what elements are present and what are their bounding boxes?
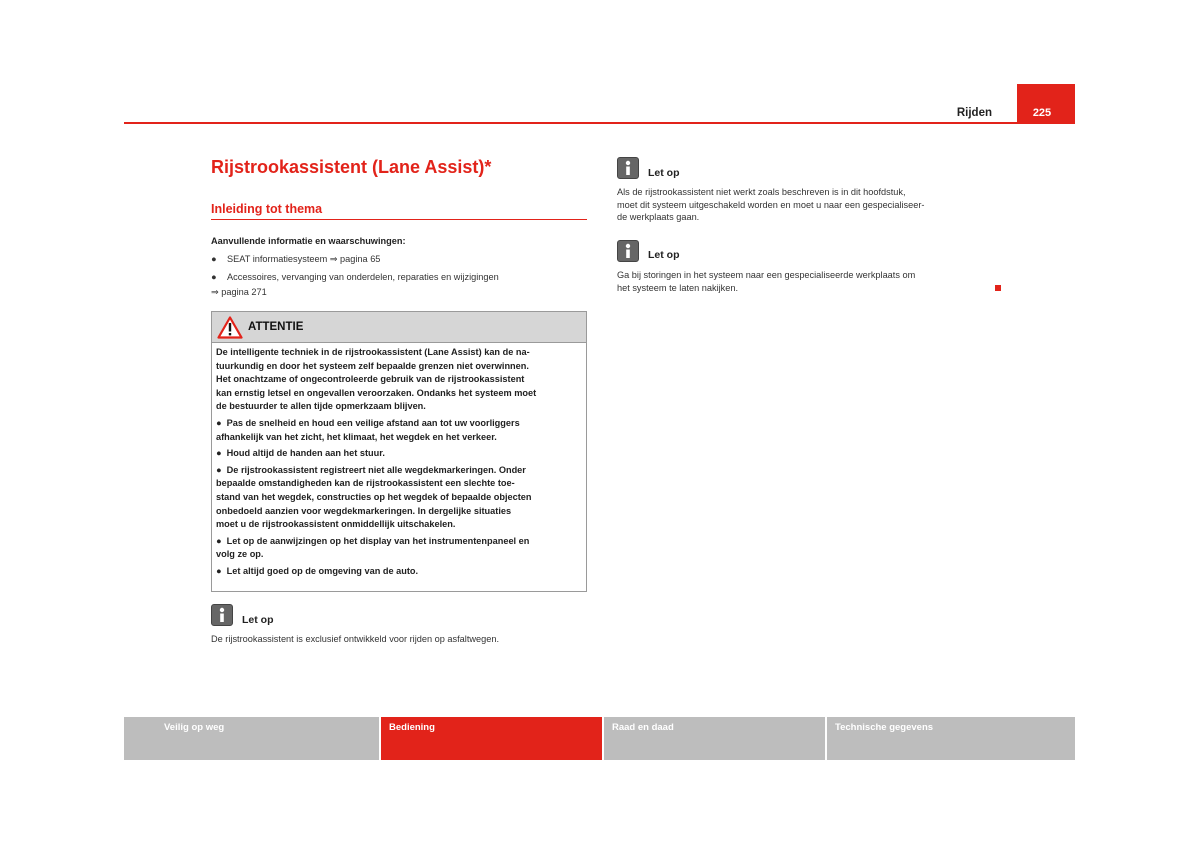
- warning-paragraph: [216, 346, 582, 414]
- warning-item: [216, 447, 582, 461]
- warning-item: [216, 464, 582, 532]
- end-of-section-marker: [995, 285, 1001, 291]
- tab-technische-gegevens[interactable]: [827, 717, 1075, 760]
- tab-veilig-op-weg[interactable]: [124, 717, 379, 760]
- bullet-icon: ●: [216, 448, 227, 459]
- text-line: Pas de snelheid en houd een veilige afstand aan tot uw voorliggers: [226, 417, 520, 428]
- running-header-section: Rijden: [956, 107, 992, 119]
- tab-raad-en-daad[interactable]: [604, 717, 825, 760]
- text-line: moet u de rijstrookassistent onmiddellijk uitschakelen.: [216, 519, 456, 530]
- warning-body: [216, 346, 582, 582]
- note-text: [617, 269, 915, 294]
- tab-label: Technische gegevens: [835, 722, 934, 733]
- chapter-title: Rijstrookassistent (Lane Assist)*: [211, 157, 492, 177]
- text-line: Als de rijstrookassistent niet werkt zoals beschreven is in dit hoofdstuk,: [617, 187, 906, 197]
- text-line: De rijstrookassistent registreert niet alle wegdekmarkeringen. Onder: [226, 464, 526, 475]
- text-line: tuurkundig en door het systeem zelf bepaalde grenzen niet overwinnen.: [216, 360, 529, 371]
- bullet-icon: ●: [216, 535, 227, 546]
- warning-item: [216, 417, 582, 444]
- warning-item: [216, 535, 582, 562]
- note-title: Let op: [242, 614, 274, 626]
- bullet-text: SEAT informatiesysteem ⇒ pagina 65: [227, 254, 381, 264]
- text-line: het systeem te laten nakijken.: [617, 282, 739, 293]
- bullet-icon: ●: [211, 272, 217, 282]
- text-line: de bestuurder te allen tijde opmerkzaam blijven.: [216, 401, 426, 412]
- note-title: Let op: [648, 249, 680, 261]
- tab-bediening[interactable]: [381, 717, 602, 760]
- text-line: De intelligente techniek in de rijstrookassistent (Lane Assist) kan de na-: [216, 347, 530, 357]
- tab-label: Bediening: [389, 722, 435, 733]
- text-line: Ga bij storingen in het systeem naar een gespecialiseerde werkplaats om: [617, 270, 916, 280]
- bullet-text-continuation: ⇒ pagina 271: [211, 287, 267, 297]
- info-icon: [211, 604, 233, 626]
- text-line: de werkplaats gaan.: [617, 212, 700, 223]
- note-text: [617, 186, 924, 224]
- bullet-text: Accessoires, vervanging van onderdelen, reparaties en wijzigingen: [227, 272, 499, 282]
- warning-triangle-icon: [217, 316, 243, 339]
- text-line: Let altijd goed op de omgeving van de auto.: [226, 565, 419, 576]
- bullet-item: [211, 272, 499, 282]
- text-line: onbedoeld aanzien voor wegdekmarkeringen. In dergelijke situaties: [216, 505, 512, 516]
- info-icon: [617, 157, 639, 179]
- bullet-icon: ●: [216, 565, 227, 576]
- info-icon: [617, 240, 639, 262]
- bullet-icon: ●: [211, 254, 217, 264]
- text-line: bepaalde omstandigheden kan de rijstrookassistent een slechte toe-: [216, 478, 515, 489]
- section-title: Inleiding tot thema: [211, 202, 323, 216]
- warning-item: [216, 565, 582, 579]
- bullet-icon: ●: [216, 417, 227, 428]
- text-line: moet dit systeem uitgeschakeld worden en moet u naar een gespecialiseer-: [617, 199, 925, 210]
- page-number: 225: [1032, 107, 1052, 119]
- text-line: stand van het wegdek, constructies op het wegdek of bepaalde objecten: [216, 491, 532, 502]
- bullet-item: [211, 254, 380, 265]
- text-line: volg ze op.: [216, 549, 264, 560]
- note-text: De rijstrookassistent is exclusief ontwikkeld voor rijden op asfaltwegen.: [211, 634, 500, 644]
- text-line: Houd altijd de handen aan het stuur.: [226, 448, 385, 459]
- text-line: Let op de aanwijzingen op het display van het instrumentenpaneel en: [226, 535, 530, 546]
- text-line: afhankelijk van het zicht, het klimaat, het wegdek en het verkeer.: [216, 431, 497, 442]
- bullet-icon: ●: [216, 464, 227, 475]
- note-title: Let op: [648, 167, 680, 179]
- tab-label: Raad en daad: [612, 722, 674, 733]
- header-rule: [124, 122, 1075, 124]
- text-line: kan ernstig letsel en ongevallen veroorzaken. Ondanks het systeem moet: [216, 387, 537, 398]
- warning-title: ATTENTIE: [248, 321, 304, 333]
- intro-heading: Aanvullende informatie en waarschuwingen:: [211, 236, 406, 246]
- text-line: Het onachtzame of ongecontroleerde gebruik van de rijstrookassistent: [216, 374, 525, 385]
- section-rule: [211, 219, 587, 220]
- tab-label: Veilig op weg: [164, 722, 225, 733]
